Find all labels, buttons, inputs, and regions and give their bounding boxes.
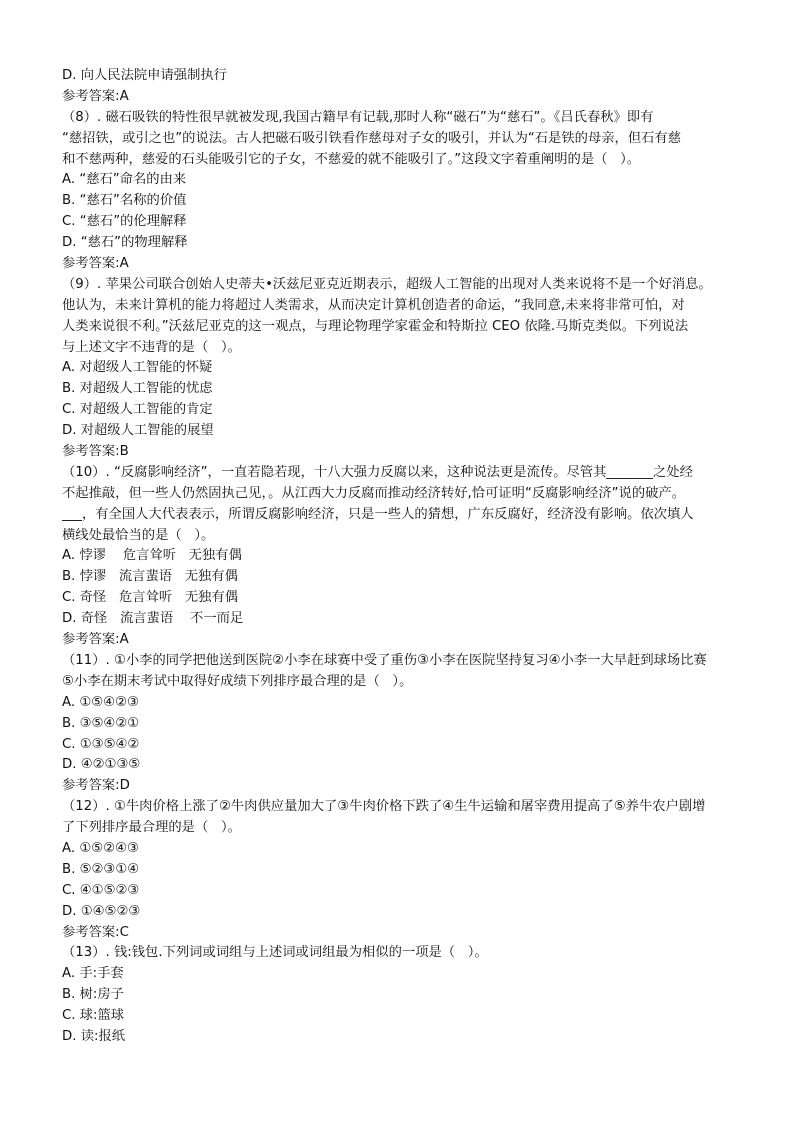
question-line: （9）. 苹果公司联合创始人史蒂夫•沃兹尼亚克近期表示，超级人工智能的出现对人类来说将不是一个好消息。 — [62, 276, 712, 292]
question-stem — [62, 108, 738, 171]
answer-option: C. 奇怪 危言耸听 无独有偶 — [62, 590, 239, 606]
answer-option: A. 悖谬 危言耸听 无独有偶 — [62, 548, 242, 564]
question-line: （10）. “反腐影响经济”，一直若隐若现，十八大强力反腐以来，这种说法更是流传。尽管其_______之处经 — [62, 464, 693, 480]
answer-option: D. 对超级人工智能的展望 — [62, 423, 214, 439]
question-line: （13）. 钱:钱包.下列词或词组与上述词或词组最为相似的一项是（ ）。 — [62, 945, 488, 961]
answer-option: A. ①⑤④②③ — [62, 694, 139, 710]
answer-option: C. “慈石”的伦理解释 — [62, 214, 187, 230]
answer-option: B. 树:房子 — [62, 987, 124, 1003]
answer-option: A. “慈石”命名的由来 — [62, 172, 187, 188]
question-line: （8）. 磁石吸铁的特性很早就被发现,我国古籍早有记载,那时人称“磁石”为“慈石”。《吕氏春秋》即有 — [62, 109, 654, 125]
question-stem — [62, 797, 738, 839]
question-stem — [62, 463, 738, 547]
answer-option: B. ③⑤④②① — [62, 715, 140, 731]
answer-option: D. “慈石”的物理解释 — [62, 235, 188, 251]
question-stem — [62, 275, 738, 359]
reference-answer: 参考答案:A — [62, 256, 129, 272]
reference-answer: 参考答案:D — [62, 778, 130, 794]
reference-answer: 参考答案:A — [62, 88, 129, 104]
answer-option: A. ①⑤②④③ — [62, 840, 139, 856]
question-line: 和不慈两种，慈爱的石头能吸引它的子女，不慈爱的就不能吸引了。”这段文字着重阐明的是（ ）。 — [62, 151, 641, 167]
question-stem — [62, 651, 738, 693]
answer-option: A. 对超级人工智能的怀疑 — [62, 360, 213, 376]
answer-option: C. ④①⑤②③ — [62, 882, 140, 898]
reference-answer: 参考答案:C — [62, 924, 129, 940]
question-stem — [62, 943, 738, 964]
exam-page — [62, 66, 738, 1048]
answer-option: D. ④②①③⑤ — [62, 757, 141, 773]
answer-option: D. 奇怪 流言蜚语 不一而足 — [62, 611, 244, 627]
answer-option: B. 对超级人工智能的忧虑 — [62, 381, 213, 397]
answer-option: B. 悖谬 流言蜚语 无独有偶 — [62, 569, 238, 585]
question-line: （12）. ①牛肉价格上涨了②牛肉供应量加大了③牛肉价格下跌了④生牛运输和屠宰费用提高了⑤养牛农户剧增 — [62, 799, 706, 815]
answer-option: C. 对超级人工智能的肯定 — [62, 402, 213, 418]
question-line: 横线处最恰当的是（ ）。 — [62, 527, 215, 543]
reference-answer: 参考答案:A — [62, 632, 129, 648]
reference-answer: 参考答案:B — [62, 444, 129, 460]
question-line: ⑤小李在期末考试中取得好成绩下列排序最合理的是（ ）。 — [62, 673, 413, 689]
question-line: ___，有全国人大代表表示，所谓反腐影响经济，只是一些人的猜想，广东反腐好，经济没有影响。依次填人 — [62, 506, 694, 522]
question-line: 人类来说很不利。”沃兹尼亚克的这一观点，与理论物理学家霍金和特斯拉 CEO 依隆.马斯克类似。下列说法 — [62, 318, 689, 334]
answer-option: C. 球:篮球 — [62, 1008, 125, 1024]
answer-option: D. 向人民法院申请强制执行 — [62, 68, 227, 83]
question-line: 了下列排序最合理的是（ ）。 — [62, 820, 241, 836]
answer-option: B. “慈石”名称的价值 — [62, 193, 187, 209]
question-line: “慈招铁，或引之也”的说法。古人把磁石吸引铁看作慈母对子女的吸引，并认为“石是铁的母亲，但石有慈 — [62, 130, 682, 146]
answer-option: D. 读:报纸 — [62, 1028, 126, 1044]
answer-option: B. ⑤②③①④ — [62, 861, 140, 877]
question-line: 他认为，未来计算机的能力将超过人类需求，从而决定计算机创造者的命运，“我同意,未来将非常可怕，对 — [62, 297, 685, 313]
answer-option: C. ①③⑤④② — [62, 736, 140, 752]
question-line: 与上述文字不违背的是（ ）。 — [62, 339, 241, 355]
question-line: （11）. ①小李的同学把他送到医院②小李在球赛中受了重伤③小李在医院坚持复习④小李一大早赶到球场比赛 — [62, 652, 707, 668]
answer-option: D. ①④⑤②③ — [62, 903, 141, 919]
answer-option: A. 手:手套 — [62, 966, 124, 982]
question-line: 不起推敲，但一些人仍然固执己见，。从江西大力反腐而推动经济转好,恰可证明“反腐影响经济”说的破产。 — [62, 485, 686, 501]
